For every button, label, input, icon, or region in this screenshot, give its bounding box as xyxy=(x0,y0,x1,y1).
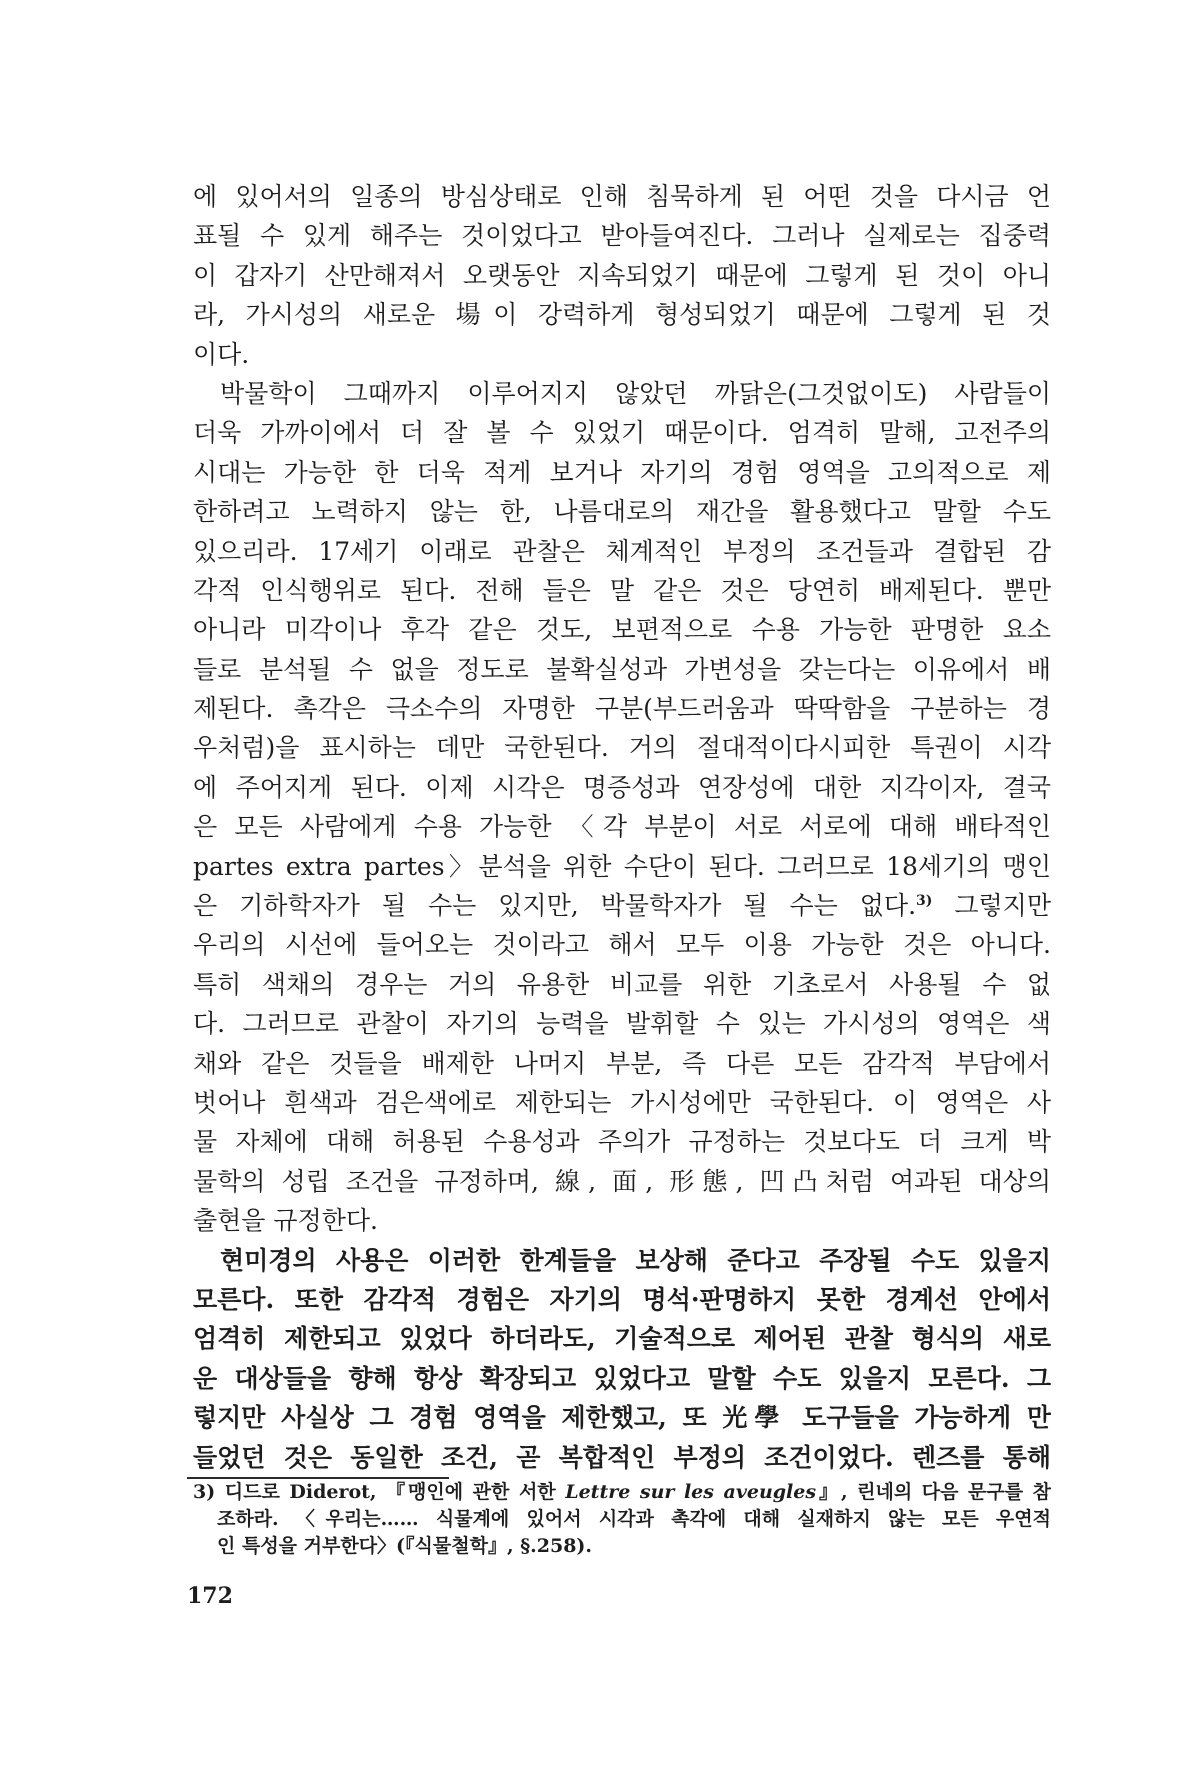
text-line: 들로 분석될 수 없을 정도로 불확실성과 가변성을 갖는다는 이유에서 배 xyxy=(193,654,1051,684)
page-number: 172 xyxy=(187,1583,233,1609)
text-line: 은 모든 사람에게 수용 가능한 〈각 부분이 서로 서로에 대해 배타적인 xyxy=(193,812,1051,842)
text-line: 벗어나 흰색과 검은색에로 제한되는 가시성에만 국한된다. 이 영역은 사 xyxy=(193,1087,1051,1117)
text-line: 에 있어서의 일종의 방심상태로 인해 침묵하게 된 어떤 것을 다시금 언 xyxy=(193,182,1051,211)
text-line: 렇지만 사실상 그 경험 영역을 제한했고, 또 光學 도구들을 가능하게 만 xyxy=(193,1403,1051,1433)
text-line: 한하려고 노력하지 않는 한, 나름대로의 재간을 활용했다고 말할 수도 xyxy=(193,497,1051,527)
footnote-line: 인 특성을 거부한다〉(『식물철학』, §.258). xyxy=(217,1535,593,1557)
text-line: 박물학이 그때까지 이루어지지 않았던 까닭은(그것없이도) 사람들이 xyxy=(220,378,1051,408)
text-line: 물 자체에 대해 허용된 수용성과 주의가 규정하는 것보다도 더 크게 박 xyxy=(193,1127,1051,1157)
text-line: 라, 가시성의 새로운 場이 강력하게 형성되었기 때문에 그렇게 된 것 xyxy=(193,300,1051,330)
text-line: 에 주어지게 된다. 이제 시각은 명증성과 연장성에 대한 지각이자, 결국 xyxy=(193,772,1051,802)
footnote xyxy=(193,1479,1051,1560)
paragraph xyxy=(193,177,1051,374)
text-line: 더욱 가까이에서 더 잘 볼 수 있었기 때문이다. 엄격히 말해, 고전주의 xyxy=(193,418,1051,448)
text-line xyxy=(193,886,1051,925)
text-segment: 은 기하학자가 될 수는 있지만, 박물학자가 될 수는 없다. xyxy=(193,891,917,921)
text-line: 제된다. 촉각은 극소수의 자명한 구분(부드러움과 딱딱함을 구분하는 경 xyxy=(193,694,1051,724)
paragraph xyxy=(193,374,1051,1241)
body-text xyxy=(193,177,1051,1477)
text-line: 각적 인식행위로 된다. 전해 들은 말 같은 것은 당연히 배제된다. 뿐만 xyxy=(193,575,1051,605)
footnote-line xyxy=(193,1479,1051,1506)
text-line: 현미경의 사용은 이러한 한계들을 보상해 준다고 주장될 수도 있을지 xyxy=(220,1245,1051,1275)
footnote-marker: 3) xyxy=(193,1481,216,1503)
paragraph xyxy=(193,1241,1051,1477)
text-line: 특히 색채의 경우는 거의 유용한 비교를 위한 기초로서 사용될 수 없 xyxy=(193,969,1051,999)
text-line: 출현을 규정한다. xyxy=(193,1206,378,1236)
text-line: 이다. xyxy=(193,339,250,369)
text-line: 들었던 것은 동일한 조건, 곧 복합적인 부정의 조건이었다. 렌즈를 통해 xyxy=(193,1442,1051,1472)
text-line: 물학의 성립 조건을 규정하며, 線, 面, 形態, 凹凸처럼 여과된 대상의 xyxy=(193,1166,1051,1196)
text-line: 다. 그러므로 관찰이 자기의 능력을 발휘할 수 있는 가시성의 영역은 색 xyxy=(193,1009,1051,1039)
text-segment: 그렇지만 xyxy=(932,891,1051,921)
text-line: 채와 같은 것들을 배제한 나머지 부분, 즉 다른 모든 감각적 부담에서 xyxy=(193,1048,1051,1078)
text-line: 우리의 시선에 들어오는 것이라고 해서 모두 이용 가능한 것은 아니다. xyxy=(193,930,1051,960)
text-line: 시대는 가능한 한 더욱 적게 보거나 자기의 경험 영역을 고의적으로 제 xyxy=(193,457,1051,487)
text-line: 이 갑자기 산만해져서 오랫동안 지속되었기 때문에 그렇게 된 것이 아니 xyxy=(193,260,1051,290)
text-line: 우처럼)을 표시하는 데만 국한된다. 거의 절대적이다시피한 특권이 시각 xyxy=(193,733,1051,763)
text-line: 표될 수 있게 해주는 것이었다고 받아들여진다. 그러나 실제로는 집중력 xyxy=(193,221,1051,251)
book-title: Lettre sur les aveugles xyxy=(565,1481,817,1503)
text-line: 아니라 미각이나 후각 같은 것도, 보편적으로 수용 가능한 판명한 요소 xyxy=(193,615,1051,645)
text-line: partes extra partes〉분석을 위한 수단이 된다. 그러므로 18세기의 맹인 xyxy=(193,851,1051,881)
text-line: 운 대상들을 향해 항상 확장되고 있었다고 말할 수도 있을지 모른다. 그 xyxy=(193,1363,1051,1393)
footnote-reference[interactable]: 3) xyxy=(916,893,933,910)
footnote-line: 조하라. 〈우리는…… 식물계에 있어서 시각과 촉각에 대해 실재하지 않는 모든 우연적 xyxy=(217,1508,1051,1530)
text-line: 있으리라. 17세기 이래로 관찰은 체계적인 부정의 조건들과 결합된 감 xyxy=(193,536,1051,566)
text-segment: 디드로 Diderot, 『맹인에 관한 서한 xyxy=(215,1481,566,1503)
text-line: 엄격히 제한되고 있었다 하더라도, 기술적으로 제어된 관찰 형식의 새로 xyxy=(193,1324,1051,1354)
text-segment: 』, 린네의 다음 문구를 참 xyxy=(816,1481,1051,1503)
text-line: 모른다. 또한 감각적 경험은 자기의 명석·판명하지 못한 경계선 안에서 xyxy=(193,1284,1051,1314)
